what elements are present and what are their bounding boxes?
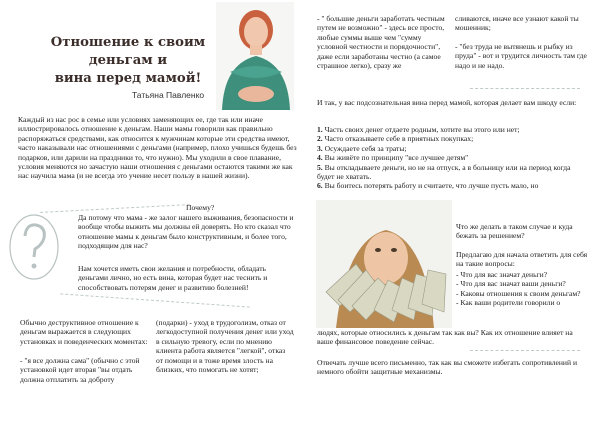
question-item: - Что для вас значат деньги? xyxy=(456,270,548,279)
intro-paragraph: Каждый из нас рос в семье или условиях заменяющих ее, где так или иначе иллюстрировалось отношение к деньгам. Наши мамы говорили как правильно распоряжаться средствами, как относится к мужчинам которые эти средства имеют, часто наказывали нас отношениями с деньгами (например, плохо учишься будешь без подарков, или дарили на праздники то, что нужно). Мы уходили в свое плавание, условия меняются но зачастую наши отношения с деньгами остаются такими же как нас научила мама (и не всегда это учение несет пользу в нашей жизни). xyxy=(18,115,297,181)
list-item: 2. Часто отказываете себе в приятных покупках; xyxy=(317,134,474,144)
divider-left-2 xyxy=(60,293,250,307)
title-line-2: деньгам и xyxy=(88,53,168,68)
question-item: - Как ваши родители говорили о xyxy=(456,298,561,308)
author-photo xyxy=(216,2,294,110)
tail-paragraph-2: Отвечать лучше всего письменно, так как вы сможете избегать сопротивлений и немного обойти защитные механизмы. xyxy=(317,358,578,377)
list-item: 3. Осуждаете себя за траты; xyxy=(317,143,407,153)
tail-paragraph: людях, которые относились к деньгам так как вы? Как их отношение влияет на ваше финансовое поведение сейчас. xyxy=(317,328,573,347)
paragraph-3: Нам хочется иметь свои желания и потребности, обладать деньгами лично, но есть вина, которая будет нас теснить и способствовать потерям денег и развитию болезней! xyxy=(78,264,268,292)
money-photo xyxy=(316,200,452,328)
right-col2-top: сливаются, иначе все узнают какой ты мошенник; xyxy=(455,14,579,33)
question-item: - Каковы отношения к своим деньгам? xyxy=(456,288,581,298)
question-1: Что же делать в таком случае и куда бежать за решением? xyxy=(456,222,573,241)
page-title xyxy=(38,34,218,88)
bottom-left-paragraph: Обычно деструктивное отношение к деньгам выражается в следующих установках и поведенческих моментах: xyxy=(20,318,148,346)
divider-right-2 xyxy=(470,350,580,351)
list-item: 5. Вы откладываете деньги, но не на отпуск, а в больницу или на период когда будет не хватать. xyxy=(317,162,571,182)
right-col2-top-b: - "без труда не вытянешь и рыбку из пруда" - вот и трудится личность там где надо и не надо. xyxy=(455,42,587,70)
author-name: Татьяна Павленко xyxy=(132,90,205,100)
guilt-list xyxy=(317,125,589,191)
list-item: 4. Вы живёте по принципу "все лучшее детям" xyxy=(317,153,469,163)
title-line-1: Отношение к своим xyxy=(50,35,206,50)
divider-left-1 xyxy=(40,204,190,213)
list-item: 1. Часть своих денег отдаете родным, хотите вы этого или нет; xyxy=(317,125,520,134)
bottom-middle-paragraph: (подарки) - уход в трудоголизм, отказ от легкодоступной получения денег или уход в сильную тревогу, если по мнению клиента работа является "легкой", отказ от помощи и в тоже время злость на близких, что помогать не хотят; xyxy=(156,318,294,375)
divider-right-1 xyxy=(470,88,580,89)
paragraph-2: Да потому что мама - же залог нашего выживания, безопасности и вообще чтобы выжить мы должны ей доверять. Но кто сказал что отношение мамы к деньгам было конструктивным, и более того, подходящим для нас? xyxy=(78,213,294,251)
title-line-3: вина перед мамой! xyxy=(54,71,202,86)
right-lead: И так, у вас подсознательная вина перед мамой, которая делает вам шкоду если: xyxy=(317,98,577,107)
question-2: Предлагаю для начала ответить для себя на такие вопросы: xyxy=(456,250,588,269)
bottom-left-paragraph-2: - "я все должна сама" (обычно с этой установкой идет вторая "вы отдать должна отплатить за доброту xyxy=(20,356,140,384)
question-mark-icon xyxy=(6,212,62,282)
right-col1-top: - " большие деньги заработать честным путем не возможно" - здесь все просто, любые суммы выше чем "сумму условной честности и порядочности", даже если заработаны честно (а самое страшное легко), сразу же xyxy=(317,14,445,71)
why-heading: Почему? xyxy=(186,203,215,212)
question-item: - Что для вас значат ваши деньги? xyxy=(456,279,566,289)
list-item: 6. Вы боитесь потерять работу и считаете, что лучше пусть мало, но xyxy=(317,181,539,191)
questions-list xyxy=(456,270,592,308)
